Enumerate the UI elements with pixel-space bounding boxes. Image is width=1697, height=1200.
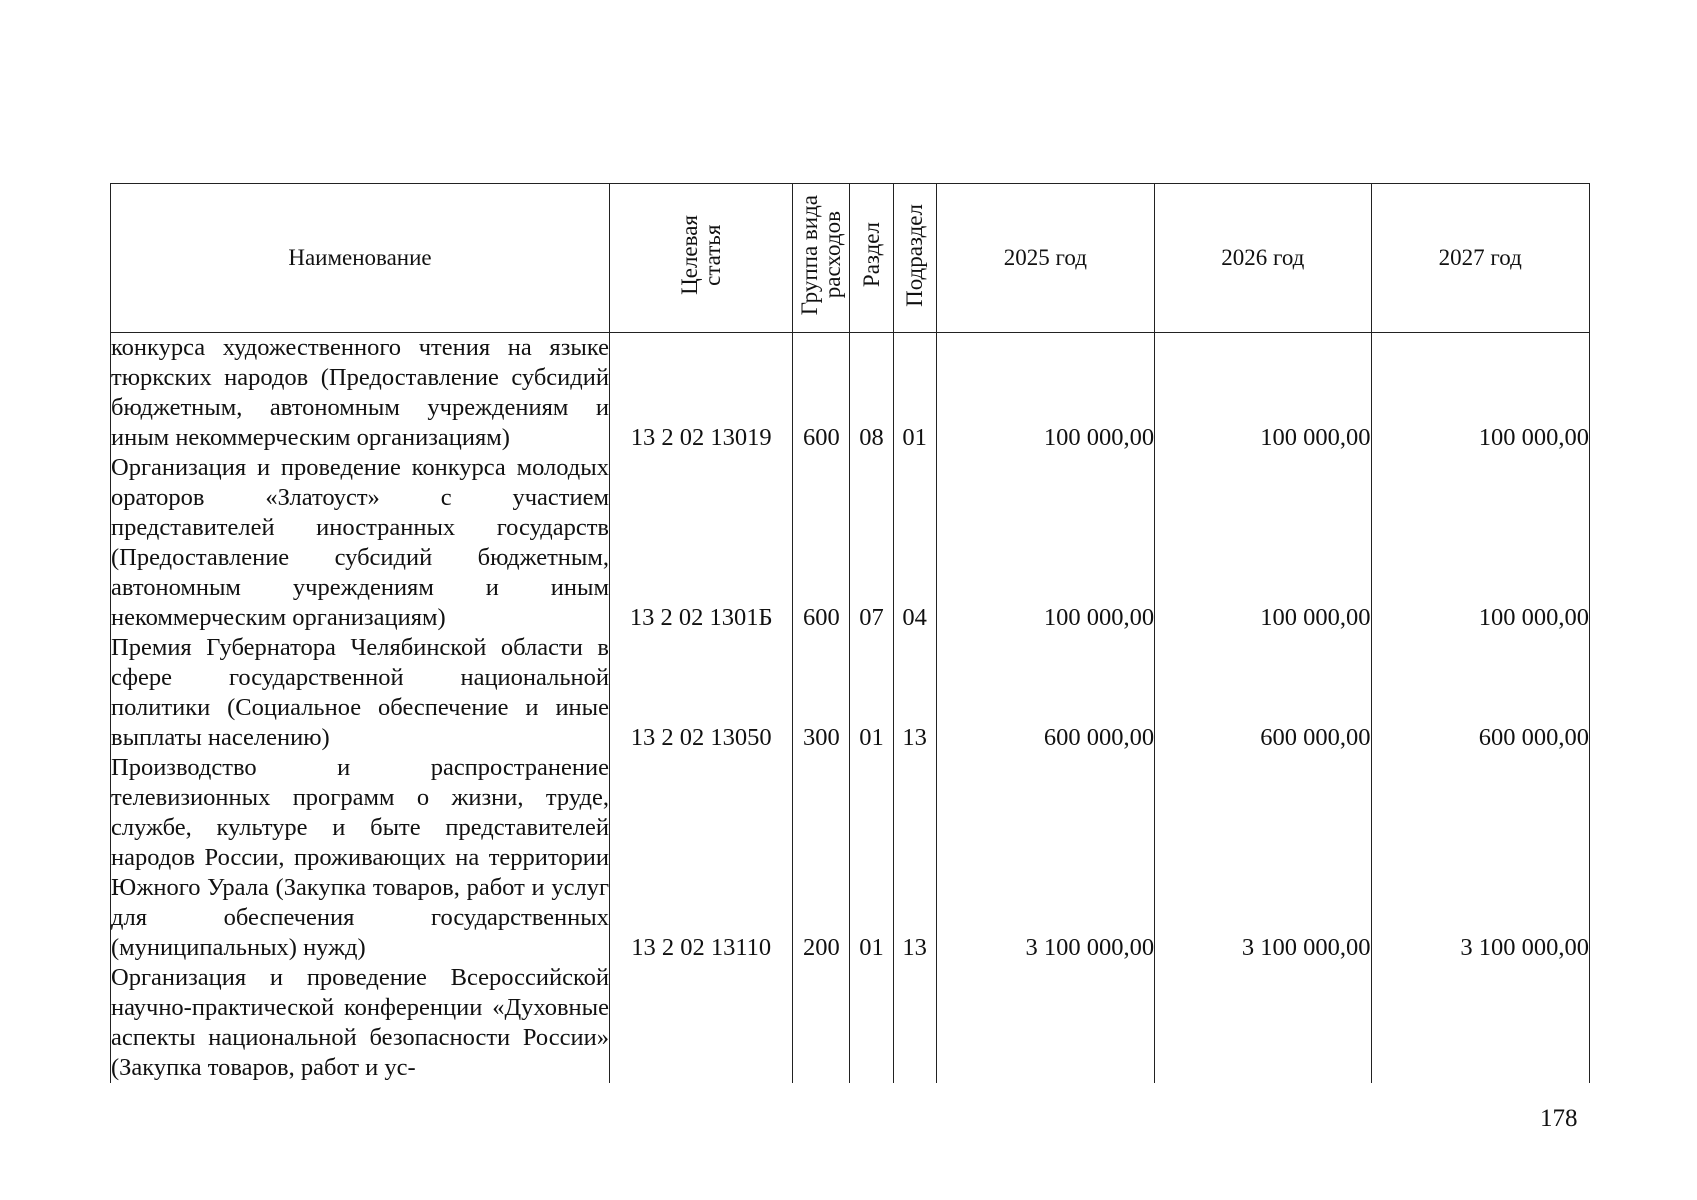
table-header-row: [111, 184, 1590, 333]
row-amount-2026: 100 000,00: [1155, 333, 1371, 454]
row-subsection: 13: [893, 633, 936, 753]
row-amount-2026: 3 100 000,00: [1155, 753, 1371, 963]
row-subsection: [893, 963, 936, 1083]
budget-table: [110, 183, 1590, 1083]
row-amount-2027: [1371, 963, 1590, 1083]
row-target-article: 13 2 02 13019: [610, 333, 793, 454]
row-amount-2027: 100 000,00: [1371, 453, 1590, 633]
table-row: [111, 963, 1590, 1083]
page-number: 178: [1540, 1105, 1578, 1132]
row-amount-2026: [1155, 963, 1371, 1083]
row-subsection: 13: [893, 753, 936, 963]
row-section: 01: [850, 633, 893, 753]
row-target-article: 13 2 02 1301Б: [610, 453, 793, 633]
row-section: 01: [850, 753, 893, 963]
row-name: конкурса художественного чтения на языке тюркских народов (Предоставление субсидий бюджетным, автономным учреждениям и иным некоммерческим организациям): [111, 334, 609, 451]
header-year-2027: 2027 год: [1371, 184, 1590, 333]
row-expense-group: 200: [793, 753, 850, 963]
row-expense-group: [793, 963, 850, 1083]
row-section: 08: [850, 333, 893, 454]
table-row: [111, 753, 1590, 963]
row-amount-2026: 600 000,00: [1155, 633, 1371, 753]
row-amount-2025: 100 000,00: [936, 453, 1154, 633]
header-expense-group: Группа вида расходов: [793, 184, 850, 333]
row-subsection: 04: [893, 453, 936, 633]
table-row: [111, 453, 1590, 633]
row-amount-2025: 3 100 000,00: [936, 753, 1154, 963]
row-expense-group: 300: [793, 633, 850, 753]
row-target-article: [610, 963, 793, 1083]
row-amount-2025: 100 000,00: [936, 333, 1154, 454]
row-amount-2026: 100 000,00: [1155, 453, 1371, 633]
row-expense-group: 600: [793, 333, 850, 454]
row-section: 07: [850, 453, 893, 633]
row-target-article: 13 2 02 13110: [610, 753, 793, 963]
row-name: Производство и распространение телевизионных программ о жизни, труде, службе, культуре и быте представителей народов России, проживающих на территории Южного Урала (Закупка товаров, работ и услуг для обеспечения государственных (муниципальных) нужд): [111, 754, 609, 961]
row-amount-2027: 3 100 000,00: [1371, 753, 1590, 963]
row-name: Премия Губернатора Челябинской области в сфере государственной национальной политики (Социальное обеспечение и иные выплаты населению): [111, 634, 609, 751]
table-row: [111, 633, 1590, 753]
row-expense-group: 600: [793, 453, 850, 633]
header-section: Раздел: [850, 184, 893, 333]
row-name: Организация и проведение Всероссийской научно-практической конференции «Духовные аспекты национальной безопасности России» (Закупка товаров, работ и ус-: [111, 964, 609, 1081]
header-year-2025: 2025 год: [936, 184, 1154, 333]
row-amount-2025: [936, 963, 1154, 1083]
row-section: [850, 963, 893, 1083]
row-name: Организация и проведение конкурса молодых ораторов «Златоуст» с участием представителей иностранных государств (Предоставление субсидий бюджетным, автономным учреждениям и иным некоммерческим организациям): [111, 454, 609, 631]
row-amount-2027: 600 000,00: [1371, 633, 1590, 753]
header-subsection: Подраздел: [893, 184, 936, 333]
header-year-2026: 2026 год: [1155, 184, 1371, 333]
row-subsection: 01: [893, 333, 936, 454]
row-amount-2025: 600 000,00: [936, 633, 1154, 753]
row-target-article: 13 2 02 13050: [610, 633, 793, 753]
table-row: [111, 333, 1590, 454]
header-target-article: Целевая статья: [610, 184, 793, 333]
row-amount-2027: 100 000,00: [1371, 333, 1590, 454]
header-name: Наименование: [111, 184, 610, 333]
